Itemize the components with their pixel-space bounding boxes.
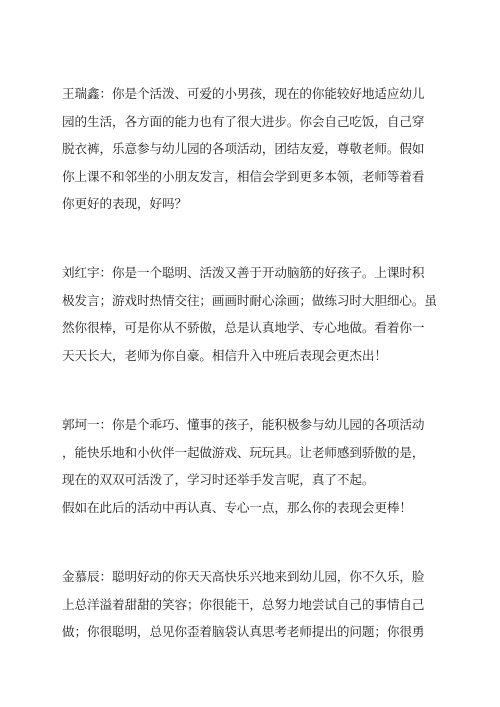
text-line: 你更好的表现，好吗？ (62, 196, 187, 211)
text-line: 刘红宇：你是一个聪明、活泼又善于开动脑筋的好孩子。上课时积 (62, 265, 425, 280)
text-line: 上总洋溢着甜甜的笑容；你很能干，总努力地尝试自己的事情自己 (62, 596, 425, 612)
text-line: 然你很棒，可是你从不骄傲，总是认真地学、专心地做。看着你一 (62, 320, 425, 335)
comment-paragraph-wang-ruixin (62, 80, 440, 218)
text-line: 金慕辰：聪明好动的你天天高快乐兴地来到幼儿园，你不久乐，脸 (62, 569, 425, 584)
text-line: 天天长大，老师为你自豪。相信升入中班后表现会更杰出！ (62, 347, 387, 363)
comment-paragraph-guo-keyi (62, 411, 440, 521)
text-line: 现在的双双可活泼了，学习时还举手发言呢，真了不起。 (62, 472, 375, 487)
text-line: 做；你很聪明，总见你歪着脑袋认真思考老师提出的问题；你很勇 (62, 624, 425, 639)
text-line: 王瑞鑫：你是个活泼、可爱的小男孩，现在的你能较好地适应幼儿 (62, 86, 425, 101)
comment-paragraph-liu-hongyu (62, 259, 440, 369)
text-line: 脱衣裤，乐意参与幼儿园的各项活动，团结友爱，尊敬老师。假如 (62, 141, 425, 156)
text-line: 郭坷一：你是个乖巧、懂事的孩子，能积极参与幼儿园的各项活动 (62, 417, 425, 432)
text-line: 你上课不和邻坐的小朋友发言，相信会学到更多本领，老师等着看 (62, 168, 425, 184)
text-line: 假如在此后的活动中再认真、专心一点，那么你的表现会更棒！ (62, 499, 412, 515)
text-line: 极发言；游戏时热情交往；画画时耐心涂画；做练习时大胆细心。虽 (62, 292, 437, 308)
comment-paragraph-jin-muchen (62, 563, 440, 646)
text-line: ，能快乐地和小伙伴一起做游戏、玩玩具。让老师感到骄傲的是， (62, 444, 425, 460)
text-line: 园的生活，各方面的能力也有了很大进步。你会自己吃饭，自己穿 (62, 113, 425, 129)
